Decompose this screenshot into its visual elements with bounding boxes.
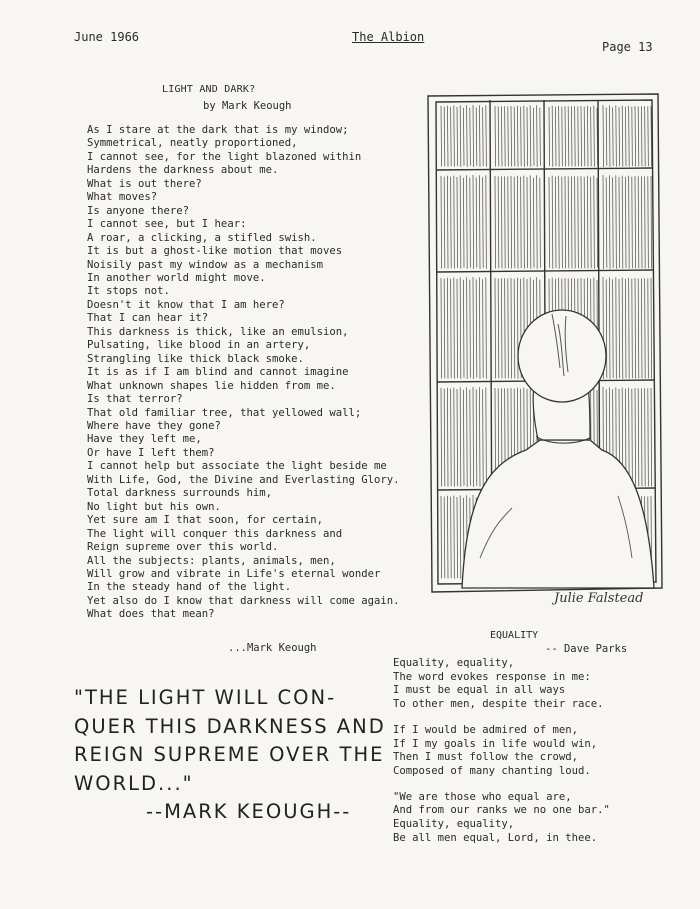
hatch-stroke bbox=[613, 177, 614, 268]
hatch-stroke bbox=[616, 277, 617, 378]
hatch-stroke bbox=[454, 496, 455, 579]
pull-quote-line: "THE LIGHT WILL CON- bbox=[74, 686, 337, 709]
poem-line: Yet sure am I that soon, for certain, bbox=[87, 514, 323, 527]
hatch-stroke bbox=[578, 176, 579, 268]
hatch-stroke bbox=[609, 277, 610, 379]
hatch-stroke bbox=[511, 278, 512, 379]
hatch-stroke bbox=[517, 176, 518, 269]
hatch-stroke bbox=[511, 106, 512, 167]
hatch-stroke bbox=[638, 176, 639, 268]
hatch-stroke bbox=[632, 389, 633, 487]
hatch-stroke bbox=[568, 176, 569, 268]
hatch-stroke bbox=[629, 388, 630, 487]
equality-line: "We are those who equal are, bbox=[393, 790, 572, 803]
poem-line: That old familiar tree, that yellowed wall; bbox=[87, 406, 362, 419]
hatch-stroke bbox=[629, 176, 630, 269]
poem-line: I cannot see, for the light blazoned within bbox=[87, 150, 362, 163]
hatch-stroke bbox=[549, 107, 550, 166]
hatch-stroke bbox=[537, 175, 538, 269]
hatch-stroke bbox=[638, 388, 639, 486]
hatch-stroke bbox=[645, 278, 646, 378]
hatch-stroke bbox=[473, 175, 474, 269]
hatch-stroke bbox=[501, 176, 502, 268]
hatch-stroke bbox=[645, 176, 646, 268]
hatch-stroke bbox=[444, 177, 445, 269]
hatch-stroke bbox=[584, 177, 585, 269]
hatch-stroke bbox=[463, 280, 464, 378]
hatch-stroke bbox=[457, 497, 458, 578]
hatch-stroke bbox=[457, 389, 458, 486]
hatch-stroke bbox=[584, 107, 585, 167]
hatch-stroke bbox=[505, 176, 506, 268]
hatch-stroke bbox=[524, 176, 525, 269]
poem-line: As I stare at the dark that is my window; bbox=[87, 124, 349, 136]
equality-line: And from our ranks we no one bar." bbox=[393, 804, 610, 817]
hatch-stroke bbox=[467, 105, 468, 167]
poem-line: It stops not. bbox=[87, 285, 170, 298]
hatch-stroke bbox=[454, 388, 455, 487]
poem-signoff: ...Mark Keough bbox=[228, 642, 317, 654]
hatch-stroke bbox=[571, 106, 572, 166]
hatch-stroke bbox=[508, 176, 509, 268]
poem-byline: by Mark Keough bbox=[203, 100, 292, 112]
hatch-stroke bbox=[473, 387, 474, 487]
hatch-stroke bbox=[460, 277, 461, 378]
poem-line: Have they left me, bbox=[87, 433, 202, 446]
hatch-stroke bbox=[581, 176, 582, 269]
hatch-stroke bbox=[441, 106, 442, 167]
hatch-stroke bbox=[552, 106, 553, 167]
hatch-stroke bbox=[476, 389, 477, 485]
hatch-stroke bbox=[641, 106, 642, 166]
hatch-stroke bbox=[555, 177, 556, 268]
hatch-stroke bbox=[483, 279, 484, 378]
hatch-stroke bbox=[441, 278, 442, 379]
hatch-stroke bbox=[635, 388, 636, 487]
hatch-stroke bbox=[568, 106, 569, 166]
poem-line: What does that mean? bbox=[87, 608, 215, 621]
hatch-stroke bbox=[559, 176, 560, 269]
hatch-stroke bbox=[498, 176, 499, 268]
poem-line: What moves? bbox=[87, 191, 158, 204]
hatch-stroke bbox=[479, 175, 480, 269]
hatch-stroke bbox=[451, 389, 452, 486]
hatch-stroke bbox=[476, 279, 477, 377]
header-page-number: Page 13 bbox=[602, 40, 653, 54]
hatch-stroke bbox=[540, 178, 541, 268]
hatch-stroke bbox=[555, 107, 556, 166]
window-illustration bbox=[422, 88, 668, 612]
hatch-stroke bbox=[619, 107, 620, 166]
hatch-stroke bbox=[613, 107, 614, 166]
hatch-stroke bbox=[441, 176, 442, 269]
poem-line: Pulsating, like blood in an artery, bbox=[87, 339, 311, 352]
poem-line: This darkness is thick, like an emulsion, bbox=[87, 325, 349, 338]
hatch-stroke bbox=[470, 178, 471, 268]
hatch-stroke bbox=[645, 388, 646, 486]
poem-title: LIGHT AND DARK? bbox=[162, 84, 256, 95]
poem-line: Noisily past my window as a mechanism bbox=[87, 258, 323, 271]
hatch-stroke bbox=[460, 495, 461, 578]
hatch-stroke bbox=[457, 107, 458, 166]
equality-line: Composed of many chanting loud. bbox=[393, 764, 591, 777]
hatch-stroke bbox=[454, 176, 455, 269]
poem-line: Symmetrical, neatly proportioned, bbox=[87, 137, 298, 150]
poem-line: The light will conquer this darkness and bbox=[87, 527, 343, 540]
hatch-stroke bbox=[495, 176, 496, 269]
hatch-stroke bbox=[483, 389, 484, 486]
hatch-stroke bbox=[616, 175, 617, 268]
hatch-stroke bbox=[533, 108, 534, 166]
hatch-stroke bbox=[632, 107, 633, 167]
equality-title: EQUALITY bbox=[490, 630, 539, 641]
poem-line: In the steady hand of the light. bbox=[87, 581, 292, 594]
poem-line: Doesn't it know that I am here? bbox=[87, 298, 285, 311]
hatch-stroke bbox=[625, 279, 626, 378]
pull-quote-line: WORLD..." bbox=[74, 771, 194, 795]
equality-poem-body bbox=[393, 657, 693, 845]
hatch-stroke bbox=[609, 175, 610, 269]
hatch-stroke bbox=[527, 107, 528, 166]
poem-line: Yet also do I know that darkness will come again. bbox=[87, 594, 400, 607]
hatch-stroke bbox=[441, 388, 442, 487]
hatch-stroke bbox=[622, 106, 623, 167]
pull-quote-line: QUER THIS DARKNESS AND bbox=[74, 714, 386, 738]
hatch-stroke bbox=[457, 177, 458, 268]
hatch-stroke bbox=[447, 176, 448, 269]
pull-quote-line: REIGN SUPREME OVER THE bbox=[74, 743, 385, 766]
hatch-stroke bbox=[476, 177, 477, 267]
poem-body bbox=[87, 124, 437, 622]
hatch-stroke bbox=[575, 176, 576, 268]
hatch-stroke bbox=[629, 278, 630, 379]
hatch-stroke bbox=[451, 177, 452, 268]
hatch-stroke bbox=[591, 107, 592, 166]
hatch-stroke bbox=[467, 387, 468, 487]
hatch-stroke bbox=[483, 107, 484, 166]
hatch-stroke bbox=[498, 278, 499, 378]
header-date: June 1966 bbox=[74, 30, 140, 44]
hatch-stroke bbox=[457, 279, 458, 378]
equality-line: Equality, equality, bbox=[393, 657, 515, 669]
hatch-stroke bbox=[613, 279, 614, 378]
hatch-stroke bbox=[486, 105, 487, 166]
hatch-stroke bbox=[530, 105, 531, 166]
poem-line: Is that terror? bbox=[87, 393, 183, 406]
poem-line: In another world might move. bbox=[87, 271, 266, 284]
hatch-stroke bbox=[521, 177, 522, 268]
hatch-stroke bbox=[616, 105, 617, 166]
hatch-stroke bbox=[486, 175, 487, 268]
hatch-stroke bbox=[514, 107, 515, 167]
hatch-stroke bbox=[495, 106, 496, 167]
hatch-stroke bbox=[467, 277, 468, 379]
hatch-stroke bbox=[625, 177, 626, 268]
poem-line: All the subjects: plants, animals, men, bbox=[87, 554, 336, 567]
hatch-stroke bbox=[470, 390, 471, 486]
equality-line: I must be equal in all ways bbox=[393, 684, 566, 697]
hatch-stroke bbox=[635, 278, 636, 379]
hatch-stroke bbox=[597, 178, 598, 268]
hatch-stroke bbox=[641, 388, 642, 486]
hatch-stroke bbox=[451, 107, 452, 166]
hatch-stroke bbox=[444, 107, 445, 167]
hatch-stroke bbox=[451, 279, 452, 378]
hatch-stroke bbox=[479, 387, 480, 487]
hatch-stroke bbox=[537, 105, 538, 167]
hatch-stroke bbox=[467, 175, 468, 269]
hatch-stroke bbox=[648, 106, 649, 166]
equality-line: If I would be admired of men, bbox=[393, 723, 578, 736]
hatch-stroke bbox=[473, 105, 474, 167]
equality-line: To other men, despite their race. bbox=[393, 698, 604, 711]
poem-line: Or have I left them? bbox=[87, 446, 215, 459]
hatch-stroke bbox=[460, 105, 461, 166]
hatch-stroke bbox=[470, 280, 471, 378]
hatch-stroke bbox=[470, 108, 471, 166]
hatch-stroke bbox=[521, 107, 522, 166]
hatch-stroke bbox=[460, 387, 461, 486]
pull-quote-attribution: --MARK KEOUGH-- bbox=[146, 800, 352, 823]
hatch-stroke bbox=[463, 108, 464, 166]
poem-line: Strangling like thick black smoke. bbox=[87, 352, 304, 365]
hatch-stroke bbox=[594, 176, 595, 269]
poem-line: It is as if I am blind and cannot imagine bbox=[87, 366, 349, 379]
hatch-stroke bbox=[533, 178, 534, 268]
hatch-stroke bbox=[638, 106, 639, 166]
hatch-stroke bbox=[562, 177, 563, 269]
hatch-stroke bbox=[495, 278, 496, 379]
poem-line: Total darkness surrounds him, bbox=[87, 487, 272, 500]
poem-line: I cannot see, but I hear: bbox=[87, 218, 247, 231]
hatch-stroke bbox=[641, 176, 642, 268]
hatch-stroke bbox=[508, 106, 509, 166]
hatch-stroke bbox=[591, 177, 592, 268]
hatch-stroke bbox=[606, 279, 607, 377]
hatch-stroke bbox=[479, 277, 480, 379]
hatch-stroke bbox=[483, 177, 484, 268]
hatch-stroke bbox=[651, 278, 652, 379]
hatch-stroke bbox=[540, 108, 541, 166]
hatch-stroke bbox=[648, 278, 649, 378]
hatch-stroke bbox=[594, 106, 595, 167]
hatch-stroke bbox=[447, 106, 448, 167]
hatch-stroke bbox=[530, 175, 531, 268]
hatch-stroke bbox=[463, 178, 464, 268]
hatch-stroke bbox=[463, 390, 464, 486]
hatch-stroke bbox=[460, 175, 461, 268]
hatch-stroke bbox=[505, 278, 506, 378]
hatch-stroke bbox=[651, 388, 652, 487]
hatch-stroke bbox=[638, 278, 639, 378]
hatch-stroke bbox=[645, 106, 646, 166]
hatch-stroke bbox=[501, 106, 502, 166]
poem-line: No light but his own. bbox=[87, 500, 221, 513]
hatch-stroke bbox=[444, 279, 445, 379]
hatch-stroke bbox=[559, 106, 560, 167]
equality-line: Be all men equal, Lord, in thee. bbox=[393, 831, 598, 844]
hatch-stroke bbox=[571, 176, 572, 268]
hatch-stroke bbox=[511, 176, 512, 269]
hatch-stroke bbox=[454, 106, 455, 167]
hatch-stroke bbox=[606, 177, 607, 267]
equality-line: The word evokes response in me: bbox=[393, 670, 591, 683]
hatch-stroke bbox=[635, 176, 636, 269]
poem-line: Will grow and vibrate in Life's eternal wonder bbox=[87, 567, 381, 580]
hatch-stroke bbox=[562, 107, 563, 167]
hatch-stroke bbox=[578, 106, 579, 166]
hatch-stroke bbox=[444, 389, 445, 487]
header-publication: The Albion bbox=[352, 30, 425, 44]
poem-line: I cannot help but associate the light beside me bbox=[87, 460, 387, 473]
illustration-signature: Julie Falstead bbox=[554, 591, 644, 606]
stanza-gap bbox=[393, 712, 693, 724]
hatch-stroke bbox=[603, 175, 604, 269]
hatch-stroke bbox=[441, 496, 442, 579]
hatch-stroke bbox=[473, 277, 474, 379]
hatch-stroke bbox=[651, 176, 652, 269]
poem-line: A roar, a clicking, a stifled swish. bbox=[87, 231, 317, 244]
poem-line: That I can hear it? bbox=[87, 312, 209, 325]
hatch-stroke bbox=[603, 105, 604, 167]
hatch-stroke bbox=[549, 177, 550, 268]
poem-line: With Life, God, the Divine and Everlasting Glory. bbox=[87, 473, 400, 486]
pull-quote bbox=[74, 684, 394, 827]
poem-line: Hardens the darkness about me. bbox=[87, 164, 279, 177]
hatch-stroke bbox=[552, 176, 553, 269]
hatch-stroke bbox=[505, 106, 506, 166]
poem-line: Is anyone there? bbox=[87, 204, 190, 217]
hatch-stroke bbox=[609, 105, 610, 167]
hatch-stroke bbox=[486, 387, 487, 486]
hatch-stroke bbox=[632, 177, 633, 269]
hatch-stroke bbox=[629, 106, 630, 167]
hatch-stroke bbox=[587, 176, 588, 269]
hatch-stroke bbox=[635, 106, 636, 167]
hatch-stroke bbox=[447, 388, 448, 487]
poem-line: What is out there? bbox=[87, 177, 202, 190]
poem-line: Where have they gone? bbox=[87, 419, 221, 432]
hatch-stroke bbox=[451, 497, 452, 578]
hatch-stroke bbox=[619, 279, 620, 378]
hatch-stroke bbox=[648, 388, 649, 486]
hatch-stroke bbox=[517, 106, 518, 167]
hatch-stroke bbox=[606, 107, 607, 165]
hatch-stroke bbox=[444, 497, 445, 579]
hatch-stroke bbox=[581, 106, 582, 167]
hatch-stroke bbox=[524, 106, 525, 167]
equality-line: Equality, equality, bbox=[393, 818, 515, 831]
hatch-stroke bbox=[508, 278, 509, 378]
hatch-stroke bbox=[622, 278, 623, 379]
hatch-stroke bbox=[447, 278, 448, 379]
poem-line: What unknown shapes lie hidden from me. bbox=[87, 379, 336, 392]
hatch-stroke bbox=[619, 177, 620, 268]
hatch-stroke bbox=[587, 106, 588, 167]
equality-line: If I my goals in life would win, bbox=[393, 737, 598, 750]
hatch-stroke bbox=[625, 107, 626, 166]
hatch-stroke bbox=[575, 106, 576, 166]
poem-line: Reign supreme over this world. bbox=[87, 541, 279, 554]
hatch-stroke bbox=[622, 176, 623, 269]
equality-line: Then I must follow the crowd, bbox=[393, 751, 578, 764]
poem-line: It is but a ghost-like motion that moves bbox=[87, 245, 343, 258]
hatch-stroke bbox=[447, 496, 448, 579]
hatch-stroke bbox=[498, 106, 499, 166]
hatch-stroke bbox=[648, 176, 649, 268]
hatch-stroke bbox=[501, 278, 502, 378]
hatch-stroke bbox=[565, 106, 566, 167]
hatch-stroke bbox=[476, 107, 477, 165]
hatch-stroke bbox=[479, 105, 480, 167]
hatch-stroke bbox=[641, 278, 642, 378]
hatch-stroke bbox=[527, 177, 528, 268]
hatch-stroke bbox=[632, 279, 633, 379]
hatch-stroke bbox=[514, 177, 515, 269]
equality-author: -- Dave Parks bbox=[545, 643, 628, 655]
hatch-stroke bbox=[486, 277, 487, 378]
hatch-stroke bbox=[565, 176, 566, 269]
stanza-gap bbox=[393, 779, 693, 791]
hatch-stroke bbox=[454, 278, 455, 379]
hatch-stroke bbox=[514, 279, 515, 379]
